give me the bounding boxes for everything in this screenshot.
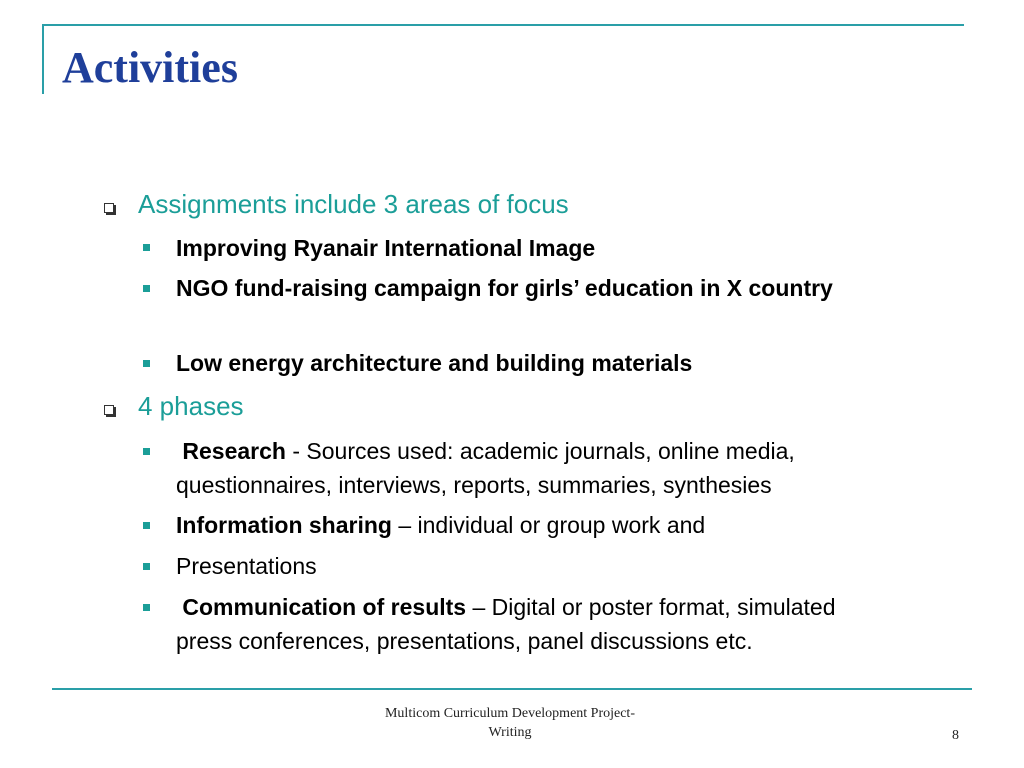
list-item-bold: Improving Ryanair International Image <box>176 235 596 261</box>
square-bullet-icon <box>143 448 150 455</box>
list-item-text: – Digital or poster format, simulated press conferences, presentations, panel discussions etc. <box>176 594 836 654</box>
frame-top-line <box>42 24 964 26</box>
list-item <box>176 590 876 658</box>
square-bullet-icon <box>143 604 150 611</box>
page-number: 8 <box>952 728 959 743</box>
list-item-text: – individual or group work and <box>391 512 706 538</box>
slide-title: Activities <box>62 43 238 92</box>
list-item-text: - Sources used: academic journals, online media, questionnaires, interviews, reports, summaries, synthesies <box>176 438 795 498</box>
list-item-bold: Communication of results <box>182 594 467 620</box>
frame-left-line <box>42 24 44 94</box>
list-item-bold: Research <box>182 438 286 464</box>
hollow-square-bullet-icon <box>104 203 114 213</box>
list-item <box>176 346 966 380</box>
square-bullet-icon <box>143 563 150 570</box>
list-item <box>176 508 966 542</box>
footer-divider <box>52 688 972 690</box>
footer-line-1: Multicom Curriculum Development Project- <box>384 706 635 721</box>
list-item <box>176 231 966 265</box>
list-item-bold: Information sharing <box>176 512 392 538</box>
list-item <box>176 434 956 502</box>
square-bullet-icon <box>143 285 150 292</box>
hollow-square-bullet-icon <box>104 405 114 415</box>
list-item-bold: NGO fund-raising campaign for girls’ education in X country <box>176 275 833 301</box>
list-item-bold: Low energy architecture and building materials <box>176 350 693 376</box>
footer <box>300 704 720 742</box>
list-item-text: Presentations <box>176 553 317 579</box>
square-bullet-icon <box>143 360 150 367</box>
square-bullet-icon <box>143 244 150 251</box>
list-item <box>176 271 896 305</box>
square-bullet-icon <box>143 522 150 529</box>
list-item <box>176 549 966 583</box>
section-heading: 4 phases <box>138 391 244 421</box>
section-heading: Assignments include 3 areas of focus <box>138 189 569 219</box>
footer-line-2: Writing <box>488 725 532 740</box>
